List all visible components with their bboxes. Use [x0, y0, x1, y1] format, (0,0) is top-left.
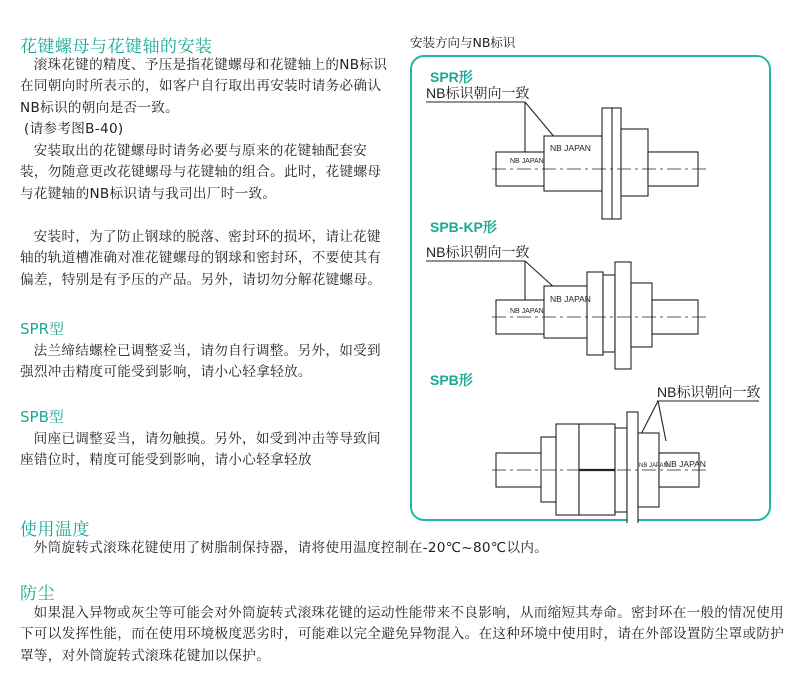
paragraph-spb: 间座已调整妥当，请勿触摸。另外，如受到冲击等导致间座错位时，精度可能受到影响，请小心轻拿轻放	[20, 431, 381, 469]
figure-label-spr: SPR形	[430, 69, 473, 85]
svg-text:NB JAPAN: NB JAPAN	[510, 158, 544, 165]
svg-text:NB JAPAN: NB JAPAN	[665, 459, 706, 469]
paragraph-dust: 如果混入异物或灰尘等可能会对外筒旋转式滚珠花键的运动性能带来不良影响，从而缩短其寿命。密封环在一般的情况使用下可以发挥性能，而在使用环境极度恶劣时，可能难以完全避免异物混入。在这种环境中使用时，请在外部设置防尘罩或防护罩等，对外筒旋转式滚珠花键加以保护。	[20, 605, 785, 664]
svg-text:NB JAPAN: NB JAPAN	[550, 143, 591, 153]
figure-title: 安装方向与NB标识	[410, 35, 516, 50]
paragraph-nb-mark: 滚珠花键的精度、予压是指花键螺母和花键轴上的NB标识在同朝向时所表示的，如客户自行取出再安装时请务必确认NB标识的朝向是否一致。	[20, 57, 388, 116]
diagram-spr	[426, 85, 707, 219]
paragraph-temperature: 外筒旋转式滚珠花键使用了树脂制保持器，请将使用温度控制在-20℃~80℃以内。	[33, 540, 549, 556]
figure-label-spb: SPB形	[430, 372, 473, 388]
diagram-spb	[492, 384, 760, 523]
heading-spb-type: SPB型	[20, 408, 64, 426]
paragraph-alignment: 安装时，为了防止钢球的脱落、密封环的损坏，请让花键轴的轨道槽准确对准花键螺母的钢球和密封环，不要使其有偏差，特别是有予压的产品。另外，请切勿分解花键螺母。	[20, 229, 382, 288]
svg-text:NB JAPAN: NB JAPAN	[550, 294, 591, 304]
figure-label-spb-kp: SPB-KP形	[430, 219, 497, 235]
figure-box	[410, 55, 771, 521]
paragraph-reference: (请参考图B-40)	[24, 121, 124, 137]
svg-text:NB JAPAN: NB JAPAN	[639, 463, 668, 469]
callout-spr: NB标识朝向一致	[426, 85, 530, 101]
callout-spb: NB标识朝向一致	[657, 384, 761, 400]
installation-diagrams	[412, 57, 773, 523]
section-title-dust: 防尘	[20, 584, 55, 604]
svg-text:NB JAPAN: NB JAPAN	[510, 308, 544, 315]
diagram-spb-kp	[426, 244, 707, 369]
section-title-installation: 花键螺母与花键轴的安装	[20, 37, 213, 57]
paragraph-pairing: 安装取出的花键螺母时请务必要与原来的花键轴配套安装，勿随意更改花键螺母与花键轴的组合。此时，花键螺母与花键轴的NB标识请与我司出厂时一致。	[20, 143, 382, 202]
heading-spr-type: SPR型	[20, 320, 64, 338]
callout-spb-kp: NB标识朝向一致	[426, 244, 530, 260]
paragraph-spr: 法兰缔结螺栓已调整妥当，请勿自行调整。另外，如受到强烈冲击精度可能受到影响，请小心轻拿轻放。	[20, 343, 381, 381]
section-title-temperature: 使用温度	[20, 520, 90, 540]
